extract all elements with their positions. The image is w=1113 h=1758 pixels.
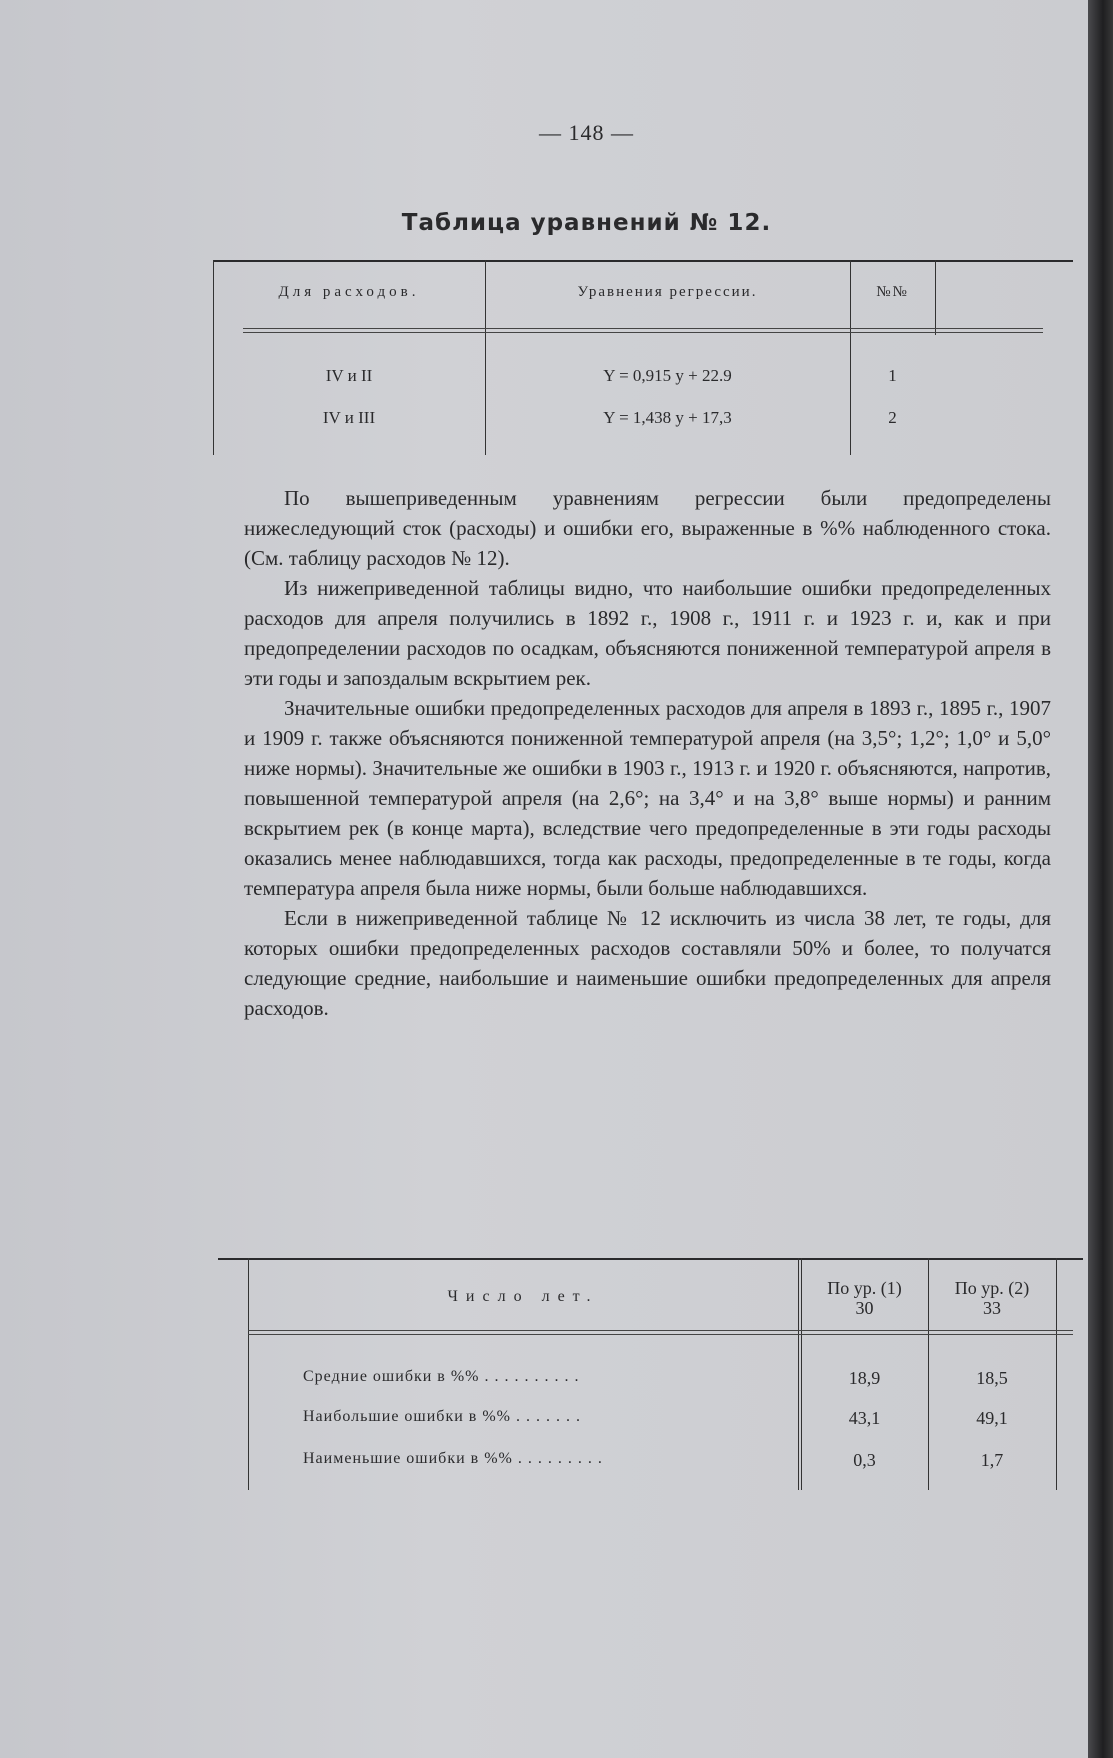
paragraph: Значительные ошибки предопределенных расходов для апреля в 1893 г., 1895 г., 1907 и 1909 г. также объясняются пониженной температурой апреля (на 3,5°; 1,2°; 1,0° и 5,0° ниже нормы). Значительные же ошибки в 1903 г., 1913 г. и 1920 г. объясняются, напротив, повышенной температурой апреля (на 2,6°; на 3,4° и на 3,8° выше нормы) и ранним вскрытием рек (в конце марта), вследствие чего предопределенные в эти годы расходы оказались менее наблюдавшихся, тогда как расходы, предопределенные в те годы, когда температура апреля была ниже нормы, были больше наблюдавшихся. [244, 696, 1051, 900]
table-border-right [935, 260, 936, 335]
header-equation-1 [801, 1278, 928, 1318]
row-value: 18,5 [976, 1368, 1008, 1388]
row-label-mean: Средние ошибки в %% . . . . . . . . . . [303, 1368, 580, 1385]
row-value: 0,3 [853, 1450, 876, 1470]
header-double-rule [243, 328, 1043, 333]
row-equation: Y = 0,915 y + 22.9 [603, 366, 732, 385]
row-number: 2 [888, 408, 897, 427]
row-pair: IV и III [322, 408, 376, 427]
table-border-right [1056, 1258, 1057, 1490]
row-value: 49,1 [976, 1408, 1008, 1428]
row-equation: Y = 1,438 y + 17,3 [603, 408, 732, 427]
page-edge-shadow [1088, 0, 1113, 1758]
row-value: 18,9 [848, 1368, 881, 1388]
header-equation-1-count: 30 [855, 1298, 874, 1318]
row-value: 43,1 [848, 1408, 881, 1428]
table-top-rule [213, 260, 1073, 262]
header-numbers: №№ [876, 284, 909, 300]
row-pair: IV и II [325, 366, 373, 385]
row-label-max: Наибольшие ошибки в %% . . . . . . . [303, 1408, 581, 1425]
header-for-discharges: Для расходов. [278, 284, 420, 300]
paragraph: Если в нижеприведенной таблице № 12 исключить из числа 38 лет, те годы, для которых ошибки предопределенных расходов составляли 50% и более, то получатся следующие средние, наибольшие и наименьшие ошибки предопределенных для апреля расходов. [244, 906, 1051, 1020]
table-title: Таблица уравнений № 12. [401, 210, 772, 236]
column-divider [798, 1258, 799, 1490]
header-double-rule [248, 1330, 1073, 1335]
equations-table [213, 260, 1073, 460]
header-equation-2-title: По ур. (2) [954, 1278, 1030, 1298]
header-years-count: Число лет. [447, 1288, 599, 1305]
row-label-min: Наименьшие ошибки в %% . . . . . . . . . [303, 1450, 603, 1467]
header-equation-1-title: По ур. (1) [827, 1278, 902, 1298]
row-number: 1 [888, 366, 897, 385]
header-equation-2-count: 33 [983, 1298, 1001, 1318]
page-number: — 148 — [539, 120, 634, 145]
table-top-rule [218, 1258, 1083, 1260]
errors-table [218, 1258, 1083, 1498]
row-value: 1,7 [980, 1450, 1004, 1470]
paragraph: Из нижеприведенной таблицы видно, что наибольшие ошибки предопределенных расходов для апреля получились в 1892 г., 1908 г., 1911 г. и 1923 г. и, как и при предопределении расходов по осадкам, объясняются пониженной температурой апреля в эти годы и запоздалым вскрытием рек. [244, 576, 1051, 690]
header-equation-2 [928, 1278, 1056, 1318]
header-regression-equations: Уравнения регрессии. [577, 284, 758, 300]
paragraph: По вышеприведенным уравнениям регрессии были предопределены нижеследующий сток (расходы) и ошибки его, выраженные в %% наблюденного стока. (См. таблицу расходов № 12). [244, 486, 1051, 570]
body-text [244, 483, 1051, 1023]
